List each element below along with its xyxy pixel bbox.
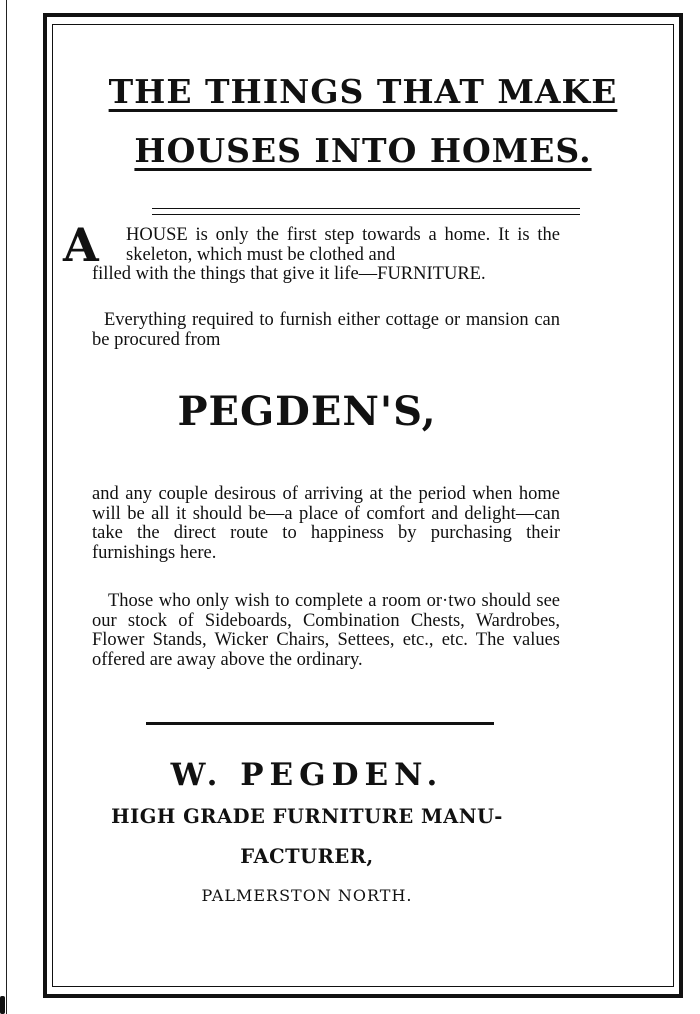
single-divider: [146, 722, 494, 725]
intro-paragraph-start: HOUSE is only the first step towards a home. It is the skeleton, which must be clothed and: [126, 225, 560, 265]
proprietor-name: W. PEGDEN.: [170, 757, 444, 793]
stock-paragraph: Those who only wish to complete a room or·two should see our stock of Sideboards, Combination Chests, Wardrobes, Flower Stands, Wicker Chairs, Settees, etc., etc. The values offered are away above the ordinary.: [92, 591, 560, 670]
drop-cap: A: [63, 218, 99, 272]
page-edge-mark: [0, 996, 5, 1014]
double-divider: [152, 208, 580, 215]
couple-paragraph: and any couple desirous of arriving at the period when home will be all it should be—a place of comfort and delight—can take the direct route to happiness by purchasing their furnishings here.: [92, 484, 560, 563]
procure-paragraph: Everything required to furnish either cottage or mansion can be procured from: [92, 310, 560, 350]
proprietor-location: PALMERSTON NORTH.: [201, 886, 413, 905]
shop-name: PEGDEN'S,: [177, 388, 437, 435]
headline-line-1: THE THINGS THAT MAKE: [108, 72, 618, 111]
headline-line-2: HOUSES INTO HOMES.: [134, 131, 592, 170]
proprietor-title-line-2: FACTURER,: [240, 845, 374, 868]
intro-paragraph-end: filled with the things that give it life—FURNITURE.: [92, 264, 486, 284]
proprietor-title-line-1: HIGH GRADE FURNITURE MANU-: [111, 805, 503, 828]
